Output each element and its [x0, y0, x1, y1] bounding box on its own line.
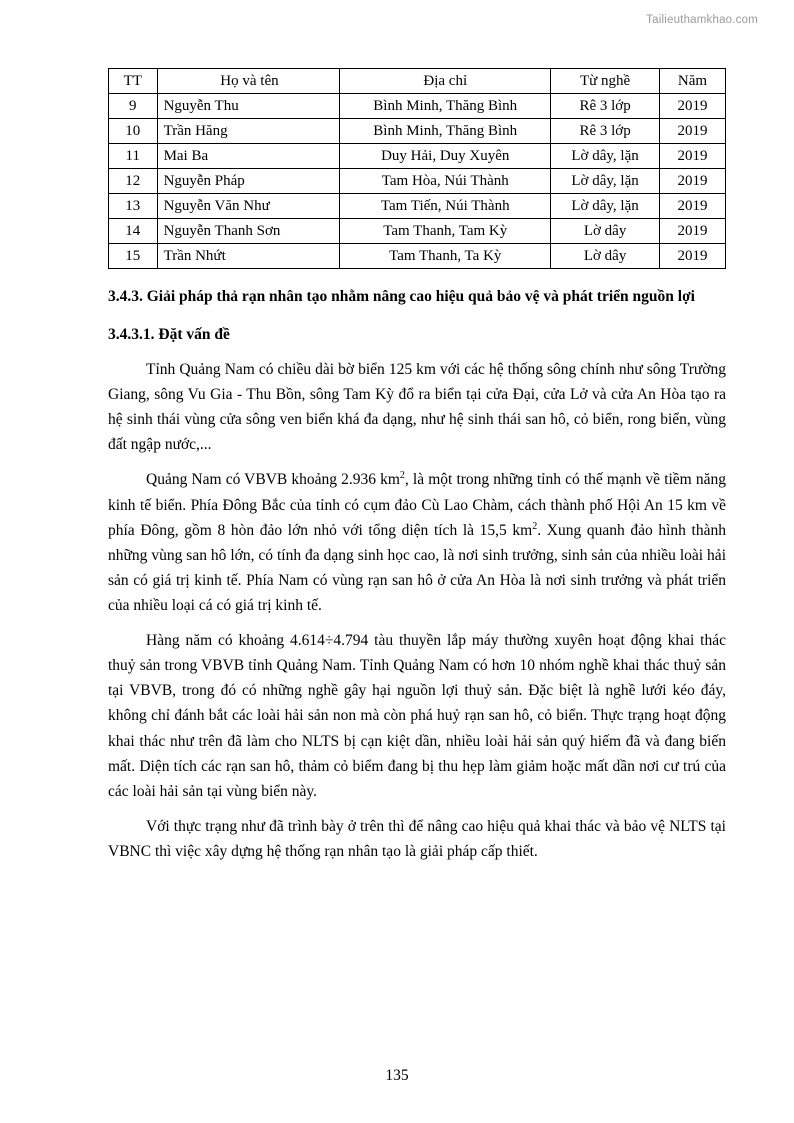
superscript-two: 2: [399, 470, 405, 482]
cell-job: Lờ dây: [551, 244, 660, 269]
paragraph-2-part-b: , là một trong những tỉnh có thế mạnh về tiềm năng kinh tế biển. Phía Đông Bắc của tỉnh có cụm đảo Cù Lao Chàm, cách thành phố Hội An 15 km về phía Đông, gồm 8 hòn đảo lớn nhỏ với tổng diện tích là 15,5 km: [108, 471, 726, 539]
table-row: [109, 194, 726, 219]
column-header-name: Họ và tên: [157, 69, 340, 94]
cell-name: Nguyễn Thanh Sơn: [157, 219, 340, 244]
cell-name: Nguyễn Văn Như: [157, 194, 340, 219]
cell-job: Lờ dây, lặn: [551, 169, 660, 194]
paragraph-2-part-c: . Xung quanh đảo hình thành những vùng san hô lớn, có tính đa dạng sinh học cao, là nơi sinh trưởng, sinh sản của nhiều loài hải sản có giá trị kinh tế. Phía Nam có vùng rạn san hô ở cửa An Hòa là nơi sinh trưởng và phát triển của nhiều loại cá có giá trị kinh tế.: [108, 521, 726, 615]
column-header-tt: TT: [109, 69, 158, 94]
paragraph-3: Hàng năm có khoảng 4.614÷4.794 tàu thuyền lắp máy thường xuyên hoạt động khai thác thuỷ sản trong VBVB tỉnh Quảng Nam. Tỉnh Quảng Nam có hơn 10 nhóm nghề khai thác thuỷ sản tại VBVB, trong đó có những nghề gây hại nguồn lợi thuỷ sản. Đặc biệt là nghề lưới kéo đáy, không chỉ đánh bắt các loài hải sản non mà còn phá huỷ rạn san hô, cỏ biển. Thực trạng hoạt động khai thác như trên đã làm cho NLTS bị cạn kiệt dần, nhiều loài hải sản quý hiếm đã và đang biến mất. Diện tích các rạn san hô, thảm cỏ biểm đang bị thu hẹp làm giảm hoặc mất dần nơi cư trú của các loài hải sản tại vùng biển này.: [108, 632, 726, 800]
cell-year: 2019: [660, 119, 726, 144]
cell-tt: 13: [109, 194, 158, 219]
cell-address: Bình Minh, Thăng Bình: [340, 94, 551, 119]
watermark-text: Tailieuthamkhao.com: [646, 14, 758, 26]
cell-year: 2019: [660, 194, 726, 219]
cell-address: Tam Thanh, Tam Kỳ: [340, 219, 551, 244]
cell-address: Duy Hải, Duy Xuyên: [340, 144, 551, 169]
cell-tt: 15: [109, 244, 158, 269]
column-header-job: Từ nghề: [551, 69, 660, 94]
table-row: [109, 94, 726, 119]
page-number: 135: [385, 1067, 409, 1084]
cell-name: Nguyễn Pháp: [157, 169, 340, 194]
table-row: [109, 244, 726, 269]
cell-tt: 10: [109, 119, 158, 144]
page-content: [108, 68, 726, 864]
cell-name: Trần Hăng: [157, 119, 340, 144]
cell-year: 2019: [660, 94, 726, 119]
cell-year: 2019: [660, 144, 726, 169]
cell-name: Mai Ba: [157, 144, 340, 169]
subsection-heading: 3.4.3.1. Đặt vấn đề: [108, 326, 230, 344]
fishermen-table: [108, 68, 726, 269]
cell-address: Bình Minh, Thăng Bình: [340, 119, 551, 144]
table-row: [109, 119, 726, 144]
cell-tt: 12: [109, 169, 158, 194]
cell-job: Lờ dây: [551, 219, 660, 244]
cell-year: 2019: [660, 244, 726, 269]
superscript-two: 2: [532, 520, 538, 532]
cell-job: Lờ dây, lặn: [551, 194, 660, 219]
paragraph-2-part-a: Quảng Nam có VBVB khoảng 2.936 km: [146, 471, 400, 489]
cell-tt: 14: [109, 219, 158, 244]
cell-address: Tam Thanh, Ta Kỳ: [340, 244, 551, 269]
table-header: [109, 69, 726, 94]
column-header-year: Năm: [660, 69, 726, 94]
table-row: [109, 219, 726, 244]
cell-address: Tam Tiến, Núi Thành: [340, 194, 551, 219]
table-body: [109, 94, 726, 269]
cell-name: Trần Nhứt: [157, 244, 340, 269]
cell-year: 2019: [660, 219, 726, 244]
cell-name: Nguyễn Thu: [157, 94, 340, 119]
cell-job: Rê 3 lớp: [551, 119, 660, 144]
paragraph-2: [108, 467, 726, 618]
table-row: [109, 169, 726, 194]
section-heading: 3.4.3. Giải pháp thả rạn nhân tạo nhằm nâng cao hiệu quả bảo vệ và phát triển nguồn lợi: [108, 288, 695, 305]
cell-job: Lờ dây, lặn: [551, 144, 660, 169]
column-header-address: Địa chỉ: [340, 69, 551, 94]
cell-year: 2019: [660, 169, 726, 194]
cell-tt: 9: [109, 94, 158, 119]
cell-tt: 11: [109, 144, 158, 169]
table-row: [109, 144, 726, 169]
cell-address: Tam Hòa, Núi Thành: [340, 169, 551, 194]
cell-job: Rê 3 lớp: [551, 94, 660, 119]
paragraph-4: Với thực trạng như đã trình bày ở trên thì để nâng cao hiệu quả khai thác và bảo vệ NLTS tại VBNC thì việc xây dựng hệ thống rạn nhân tạo là giải pháp cấp thiết.: [108, 817, 726, 860]
table-header-row: [109, 69, 726, 94]
paragraph-1: Tỉnh Quảng Nam có chiều dài bờ biển 125 km với các hệ thống sông chính như sông Trường Giang, sông Vu Gia - Thu Bồn, sông Tam Kỳ đổ ra biển tại cửa Đại, cửa Lở và cửa An Hòa tạo ra hệ sinh thái vùng cửa sông ven biển khá đa dạng, như hệ sinh thái san hô, cỏ biển, rong biển, vùng đất ngập nước,...: [108, 361, 726, 454]
